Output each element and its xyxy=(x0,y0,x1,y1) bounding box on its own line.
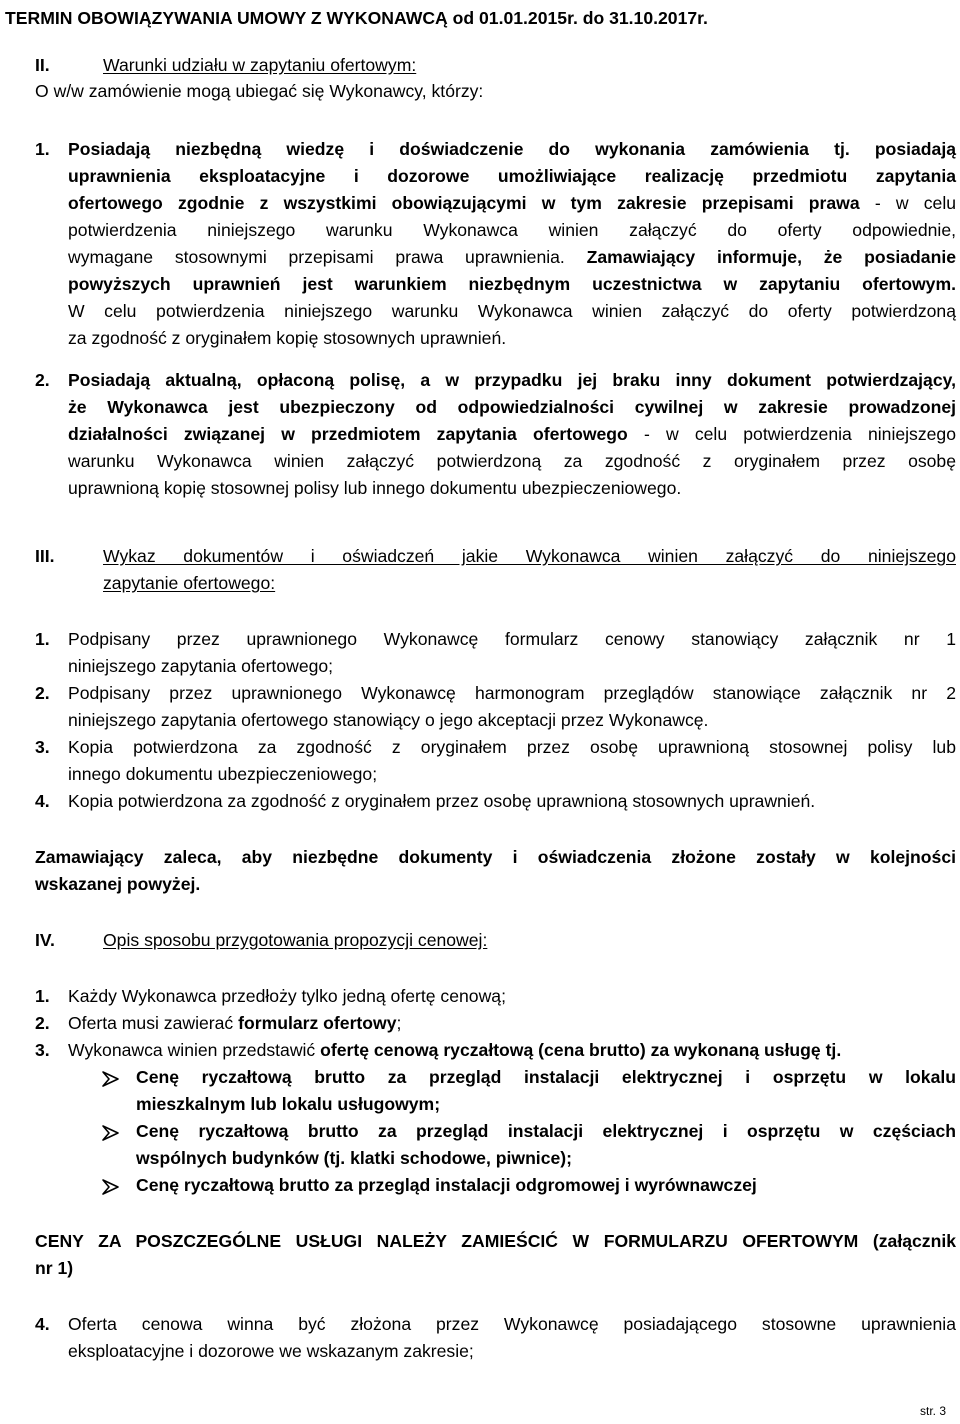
item-number: 3. xyxy=(35,737,50,757)
note-line: wskazanej powyżej. xyxy=(35,874,201,894)
list-item-line xyxy=(68,1037,841,1064)
item-number: 1. xyxy=(35,986,50,1006)
paragraph-bold-run: ofertowego zgodnie z wszystkimi obowiązującymi w tym zakresie przepisami prawa xyxy=(68,193,860,213)
paragraph-line: Posiadają niezbędną wiedzę i doświadczenie do wykonania zamówienia tj. posiadają xyxy=(68,139,956,159)
bullet-line: wspólnych budynków (tj. klatki schodowe, piwnice); xyxy=(136,1148,572,1168)
section-3-title: zapytanie ofertowego: xyxy=(103,573,276,593)
list-item-run: Oferta musi zawierać xyxy=(68,1013,234,1033)
item-number: 4. xyxy=(35,791,50,811)
prices-note-line: CENY ZA POSZCZEGÓLNE USŁUGI NALEŻY ZAMIEŚCIĆ W FORMULARZU OFERTOWYM (załącznik xyxy=(35,1231,956,1251)
list-item-line: niniejszego zapytania ofertowego; xyxy=(68,656,334,676)
arrowhead-bullet-icon xyxy=(101,1069,121,1089)
paragraph-line: uprawnioną kopię stosownej polisy lub innego dokumentu ubezpieczeniowego. xyxy=(68,478,682,498)
item-number: 1. xyxy=(35,139,50,159)
paragraph-line: że Wykonawca jest ubezpieczony od odpowiedzialności cywilnej w zakresie prowadzonej xyxy=(68,397,956,417)
item-number: 2. xyxy=(35,370,50,390)
list-item-bold-run: ofertę cenową ryczałtową (cena brutto) za wykonaną usługę tj. xyxy=(320,1040,842,1060)
paragraph-line: powyższych uprawnień jest warunkiem niezbędnym uczestnictwa w zapytaniu ofertowym. xyxy=(68,274,956,294)
list-item-run: Wykonawca winien przedstawić xyxy=(68,1040,316,1060)
list-item-line xyxy=(68,1010,401,1037)
list-item-run: ; xyxy=(396,1013,402,1033)
list-item-line: eksploatacyjne i dozorowe we wskazanym zakresie; xyxy=(68,1341,474,1361)
note-line: Zamawiający zaleca, aby niezbędne dokumenty i oświadczenia złożone zostały w kolejności xyxy=(35,847,956,867)
list-item-line: innego dokumentu ubezpieczeniowego; xyxy=(68,764,378,784)
paragraph-line: warunku Wykonawca winien załączyć potwierdzoną za zgodność z oryginałem przez osobę xyxy=(68,451,956,471)
paragraph-line xyxy=(68,190,956,217)
paragraph-line: uprawnienia eksploatacyjne i dozorowe umożliwiające realizację przedmiotu zapytania xyxy=(68,166,956,186)
document-title: TERMIN OBOWIĄZYWANIA UMOWY Z WYKONAWCĄ od 01.01.2015r. do 31.10.2017r. xyxy=(5,8,708,28)
section-4-title: Opis sposobu przygotowania propozycji cenowej: xyxy=(103,930,488,950)
list-item-bold-run: formularz ofertowy xyxy=(238,1013,397,1033)
paragraph-line: potwierdzenia niniejszego warunku Wykonawca winien załączyć do oferty odpowiednie, xyxy=(68,220,956,240)
section-4-number: IV. xyxy=(35,930,55,950)
item-number: 2. xyxy=(35,683,50,703)
section-3-title: Wykaz dokumentów i oświadczeń jakie Wykonawca winien załączyć do niniejszego xyxy=(103,546,956,566)
paragraph-run: - w celu xyxy=(874,193,957,213)
bullet-line: Cenę ryczałtową brutto za przegląd instalacji elektrycznej i osprzętu w lokalu xyxy=(136,1067,956,1087)
list-item-line: Podpisany przez uprawnionego Wykonawcę formularz cenowy stanowiący załącznik nr 1 xyxy=(68,629,956,649)
prices-note-line: nr 1) xyxy=(35,1258,74,1278)
paragraph-bold-run: działalności związanej w przedmiotem zapytania ofertowego xyxy=(68,424,628,444)
section-2-title: Warunki udziału w zapytaniu ofertowym: xyxy=(103,55,417,75)
paragraph-run: wymagane stosownymi przepisami prawa uprawnienia. xyxy=(68,247,565,267)
item-number: 3. xyxy=(35,1040,50,1060)
paragraph-bold-run: Zamawiający informuje, że posiadanie xyxy=(586,247,957,267)
list-item-line: Każdy Wykonawca przedłoży tylko jedną ofertę cenową; xyxy=(68,986,506,1006)
section-3-number: III. xyxy=(35,546,55,566)
list-item-line: niniejszego zapytania ofertowego stanowiący o jego akceptacji przez Wykonawcę. xyxy=(68,710,709,730)
paragraph-line xyxy=(68,421,956,448)
item-number: 4. xyxy=(35,1314,50,1334)
paragraph-line xyxy=(68,244,956,271)
paragraph-line: Posiadają aktualną, opłaconą polisę, a w przypadku jej braku inny dokument potwierdzający, xyxy=(68,370,956,390)
bullet-line: mieszkalnym lub lokalu usługowym; xyxy=(136,1094,441,1114)
list-item-line: Kopia potwierdzona za zgodność z oryginałem przez osobę uprawnioną stosownych uprawnień. xyxy=(68,791,816,811)
arrowhead-bullet-icon xyxy=(101,1123,121,1143)
paragraph-line: W celu potwierdzenia niniejszego warunku Wykonawca winien załączyć do oferty potwierdzoną xyxy=(68,301,956,321)
section-2-number: II. xyxy=(35,55,50,75)
bullet-line: Cenę ryczałtową brutto za przegląd instalacji elektrycznej i osprzętu w częściach xyxy=(136,1121,956,1141)
bullet-line: Cenę ryczałtową brutto za przegląd instalacji odgromowej i wyrównawczej xyxy=(136,1175,757,1195)
item-number: 1. xyxy=(35,629,50,649)
paragraph-run: - w celu potwierdzenia niniejszego xyxy=(643,424,957,444)
list-item-line: Podpisany przez uprawnionego Wykonawcę harmonogram przeglądów stanowiące załącznik nr 2 xyxy=(68,683,956,703)
arrowhead-bullet-icon xyxy=(101,1177,121,1197)
item-number: 2. xyxy=(35,1013,50,1033)
list-item-line: Kopia potwierdzona za zgodność z oryginałem przez osobę uprawnioną stosownej polisy lub xyxy=(68,737,956,757)
page-number: str. 3 xyxy=(920,1404,947,1418)
paragraph-line: za zgodność z oryginałem kopię stosownych uprawnień. xyxy=(68,328,507,348)
section-2-intro: O w/w zamówienie mogą ubiegać się Wykonawcy, którzy: xyxy=(35,81,484,101)
list-item-line: Oferta cenowa winna być złożona przez Wykonawcę posiadającego stosowne uprawnienia xyxy=(68,1314,956,1334)
